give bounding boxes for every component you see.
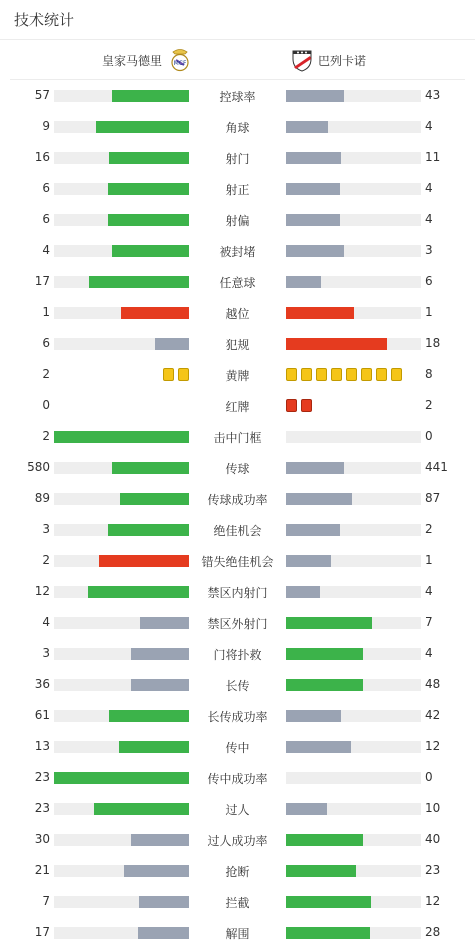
away-cards (286, 368, 402, 382)
home-value: 3 (42, 646, 50, 660)
away-value: 4 (425, 646, 433, 660)
svg-text:MCF: MCF (173, 60, 187, 67)
home-team-name: 皇家马德里 (102, 53, 163, 68)
yellow-card-icon (331, 368, 342, 381)
home-value: 36 (34, 677, 50, 691)
home-bar-track (54, 524, 189, 536)
stat-row (0, 422, 475, 453)
away-bar-fill (286, 555, 331, 567)
away-bar-fill (286, 834, 363, 846)
home-cards (163, 368, 189, 382)
away-value: 6 (425, 274, 433, 288)
stat-label: 传球成功率 (207, 493, 268, 507)
home-value: 12 (34, 584, 50, 598)
yellow-card-icon (376, 368, 387, 381)
away-bar-fill (286, 865, 356, 877)
home-bar-track (54, 152, 189, 164)
home-bar-track (54, 679, 189, 691)
home-bar-fill (120, 493, 189, 505)
away-value: 12 (425, 894, 441, 908)
page-title: 技术统计 (14, 11, 75, 29)
home-bar-track (54, 183, 189, 195)
away-bar-track (286, 648, 421, 660)
away-bar-track (286, 338, 421, 350)
home-value: 57 (34, 88, 50, 102)
yellow-card-icon (178, 368, 189, 381)
away-bar-fill (286, 152, 341, 164)
away-value: 87 (425, 491, 441, 505)
away-bar-fill (286, 617, 372, 629)
yellow-card-icon (301, 368, 312, 381)
away-value: 1 (425, 305, 433, 319)
stat-row (0, 267, 475, 298)
home-bar-fill (112, 245, 189, 257)
home-bar-fill (54, 772, 189, 784)
stat-label: 控球率 (219, 90, 256, 104)
home-bar-fill (131, 648, 189, 660)
home-bar-track (54, 741, 189, 753)
home-bar-track (54, 896, 189, 908)
stat-row (0, 174, 475, 205)
stat-row (0, 639, 475, 670)
stat-label: 传中成功率 (207, 772, 268, 786)
home-value: 9 (42, 119, 50, 133)
home-bar-track (54, 462, 189, 474)
stat-row (0, 484, 475, 515)
stat-label: 禁区外射门 (207, 617, 268, 631)
stat-label: 长传成功率 (207, 710, 268, 724)
away-bar-track (286, 121, 421, 133)
away-value: 11 (425, 150, 441, 164)
stat-row (0, 298, 475, 329)
away-bar-fill (286, 121, 328, 133)
home-value: 17 (34, 925, 50, 939)
away-value: 441 (425, 460, 448, 474)
home-bar-track (54, 431, 189, 443)
home-bar-track (54, 121, 189, 133)
stat-label: 射门 (225, 152, 250, 166)
away-value: 4 (425, 584, 433, 598)
away-bar-track (286, 90, 421, 102)
home-bar-fill (108, 214, 189, 226)
stat-label: 长传 (225, 679, 250, 693)
away-value: 8 (425, 367, 433, 381)
stat-row (0, 763, 475, 794)
home-value: 21 (34, 863, 50, 877)
away-bar-fill (286, 586, 320, 598)
stat-row (0, 732, 475, 763)
home-bar-fill (131, 679, 189, 691)
home-team[interactable] (102, 40, 192, 80)
away-bar-fill (286, 245, 344, 257)
stat-row (0, 546, 475, 577)
away-value: 18 (425, 336, 441, 350)
away-bar-track (286, 741, 421, 753)
home-bar-fill (108, 524, 189, 536)
away-bar-track (286, 679, 421, 691)
away-value: 4 (425, 119, 433, 133)
home-value: 23 (34, 770, 50, 784)
yellow-card-icon (346, 368, 357, 381)
home-bar-fill (112, 90, 189, 102)
stat-label: 传球 (225, 462, 250, 476)
away-bar-fill (286, 741, 351, 753)
away-bar-fill (286, 90, 344, 102)
home-bar-fill (140, 617, 189, 629)
home-bar-track (54, 338, 189, 350)
stat-row (0, 794, 475, 825)
home-bar-track (54, 834, 189, 846)
home-bar-fill (124, 865, 189, 877)
yellow-card-icon (163, 368, 174, 381)
yellow-card-icon (361, 368, 372, 381)
stats-header (0, 0, 475, 40)
away-bar-track (286, 276, 421, 288)
stat-label: 抢断 (225, 865, 250, 879)
away-value: 43 (425, 88, 441, 102)
home-value: 89 (34, 491, 50, 505)
away-bar-fill (286, 710, 341, 722)
stat-row (0, 143, 475, 174)
home-bar-track (54, 865, 189, 877)
home-bar-track (54, 927, 189, 939)
home-value: 23 (34, 801, 50, 815)
yellow-card-icon (286, 368, 297, 381)
home-value: 7 (42, 894, 50, 908)
stat-row (0, 112, 475, 143)
away-value: 7 (425, 615, 433, 629)
away-value: 12 (425, 739, 441, 753)
stat-label: 任意球 (219, 276, 256, 290)
home-bar-fill (88, 586, 189, 598)
stat-label: 门将扑救 (213, 648, 262, 662)
home-bar-fill (139, 896, 189, 908)
home-value: 580 (27, 460, 50, 474)
stat-label: 射正 (225, 183, 250, 197)
away-cards (286, 399, 312, 413)
stat-row (0, 856, 475, 887)
stat-label: 过人 (225, 803, 250, 817)
away-value: 28 (425, 925, 441, 939)
rayo-vallecano-crest-icon (290, 47, 314, 73)
stat-row (0, 825, 475, 856)
away-value: 4 (425, 181, 433, 195)
stat-label: 拦截 (225, 896, 250, 910)
home-bar-fill (94, 803, 189, 815)
stat-label: 角球 (225, 121, 250, 135)
stat-row (0, 515, 475, 546)
stat-label: 射偏 (225, 214, 250, 228)
home-bar-fill (96, 121, 189, 133)
away-bar-track (286, 431, 421, 443)
home-bar-track (54, 493, 189, 505)
stat-row (0, 81, 475, 112)
stat-row (0, 205, 475, 236)
home-value: 4 (42, 243, 50, 257)
away-bar-track (286, 152, 421, 164)
away-bar-track (286, 710, 421, 722)
away-bar-track (286, 245, 421, 257)
away-bar-fill (286, 648, 363, 660)
away-value: 2 (425, 398, 433, 412)
yellow-card-icon (316, 368, 327, 381)
away-bar-fill (286, 493, 352, 505)
stat-label: 击中门框 (213, 431, 262, 445)
stat-row (0, 670, 475, 701)
away-value: 40 (425, 832, 441, 846)
home-value: 30 (34, 832, 50, 846)
stat-row (0, 701, 475, 732)
stat-label: 犯规 (225, 338, 250, 352)
away-bar-track (286, 555, 421, 567)
away-value: 48 (425, 677, 441, 691)
away-bar-track (286, 896, 421, 908)
away-bar-track (286, 865, 421, 877)
teams-row (10, 40, 465, 80)
away-bar-track (286, 183, 421, 195)
away-bar-fill (286, 462, 344, 474)
away-bar-fill (286, 183, 340, 195)
home-value: 17 (34, 274, 50, 288)
away-bar-fill (286, 276, 321, 288)
home-bar-fill (109, 710, 189, 722)
stat-row (0, 918, 475, 949)
home-bar-fill (131, 834, 189, 846)
away-team[interactable] (290, 40, 366, 80)
home-bar-track (54, 555, 189, 567)
away-bar-track (286, 772, 421, 784)
stat-row (0, 608, 475, 639)
stat-row (0, 391, 475, 422)
home-value: 16 (34, 150, 50, 164)
away-value: 10 (425, 801, 441, 815)
home-bar-fill (109, 152, 189, 164)
home-bar-track (54, 617, 189, 629)
home-bar-fill (119, 741, 189, 753)
home-bar-track (54, 245, 189, 257)
away-bar-fill (286, 338, 387, 350)
away-bar-fill (286, 679, 363, 691)
home-value: 0 (42, 398, 50, 412)
stat-row (0, 236, 475, 267)
stat-row (0, 577, 475, 608)
home-bar-fill (138, 927, 189, 939)
away-bar-fill (286, 803, 327, 815)
home-value: 6 (42, 336, 50, 350)
home-bar-track (54, 214, 189, 226)
away-bar-fill (286, 307, 354, 319)
away-bar-fill (286, 896, 371, 908)
away-bar-track (286, 586, 421, 598)
home-value: 13 (34, 739, 50, 753)
home-bar-fill (54, 431, 189, 443)
away-bar-fill (286, 214, 340, 226)
stat-label: 被封堵 (219, 245, 256, 259)
home-value: 2 (42, 367, 50, 381)
home-bar-fill (121, 307, 189, 319)
real-madrid-crest-icon (168, 47, 192, 73)
home-bar-track (54, 772, 189, 784)
home-bar-track (54, 276, 189, 288)
home-bar-track (54, 803, 189, 815)
home-bar-track (54, 90, 189, 102)
away-bar-track (286, 524, 421, 536)
stat-label: 解围 (225, 927, 250, 941)
home-bar-fill (155, 338, 189, 350)
stat-row (0, 887, 475, 918)
away-bar-track (286, 307, 421, 319)
away-bar-track (286, 803, 421, 815)
away-bar-fill (286, 927, 370, 939)
home-bar-fill (89, 276, 189, 288)
home-bar-fill (112, 462, 189, 474)
home-value: 4 (42, 615, 50, 629)
away-value: 23 (425, 863, 441, 877)
home-bar-track (54, 586, 189, 598)
home-value: 2 (42, 429, 50, 443)
stat-label: 绝佳机会 (213, 524, 262, 538)
away-bar-fill (286, 524, 340, 536)
away-value: 0 (425, 770, 433, 784)
home-bar-track (54, 710, 189, 722)
away-value: 2 (425, 522, 433, 536)
stat-label: 传中 (225, 741, 250, 755)
away-team-name: 巴列卡诺 (318, 53, 367, 68)
stat-label: 红牌 (225, 400, 250, 414)
stat-label: 错失绝佳机会 (201, 555, 274, 569)
stat-row (0, 329, 475, 360)
home-bar-fill (108, 183, 189, 195)
away-value: 4 (425, 212, 433, 226)
stat-label: 禁区内射门 (207, 586, 268, 600)
away-bar-track (286, 927, 421, 939)
away-bar-track (286, 214, 421, 226)
yellow-card-icon (391, 368, 402, 381)
away-value: 42 (425, 708, 441, 722)
home-value: 6 (42, 181, 50, 195)
home-value: 61 (34, 708, 50, 722)
stat-row (0, 453, 475, 484)
stat-label: 过人成功率 (207, 834, 268, 848)
stat-label: 越位 (225, 307, 250, 321)
away-value: 1 (425, 553, 433, 567)
home-value: 6 (42, 212, 50, 226)
away-bar-track (286, 617, 421, 629)
home-value: 3 (42, 522, 50, 536)
away-bar-track (286, 834, 421, 846)
home-value: 2 (42, 553, 50, 567)
home-bar-track (54, 648, 189, 660)
home-bar-track (54, 307, 189, 319)
away-value: 0 (425, 429, 433, 443)
away-bar-track (286, 493, 421, 505)
home-value: 1 (42, 305, 50, 319)
stat-label: 黄牌 (225, 369, 250, 383)
home-bar-fill (99, 555, 189, 567)
stat-row (0, 360, 475, 391)
away-bar-track (286, 462, 421, 474)
red-card-icon (301, 399, 312, 412)
red-card-icon (286, 399, 297, 412)
away-value: 3 (425, 243, 433, 257)
